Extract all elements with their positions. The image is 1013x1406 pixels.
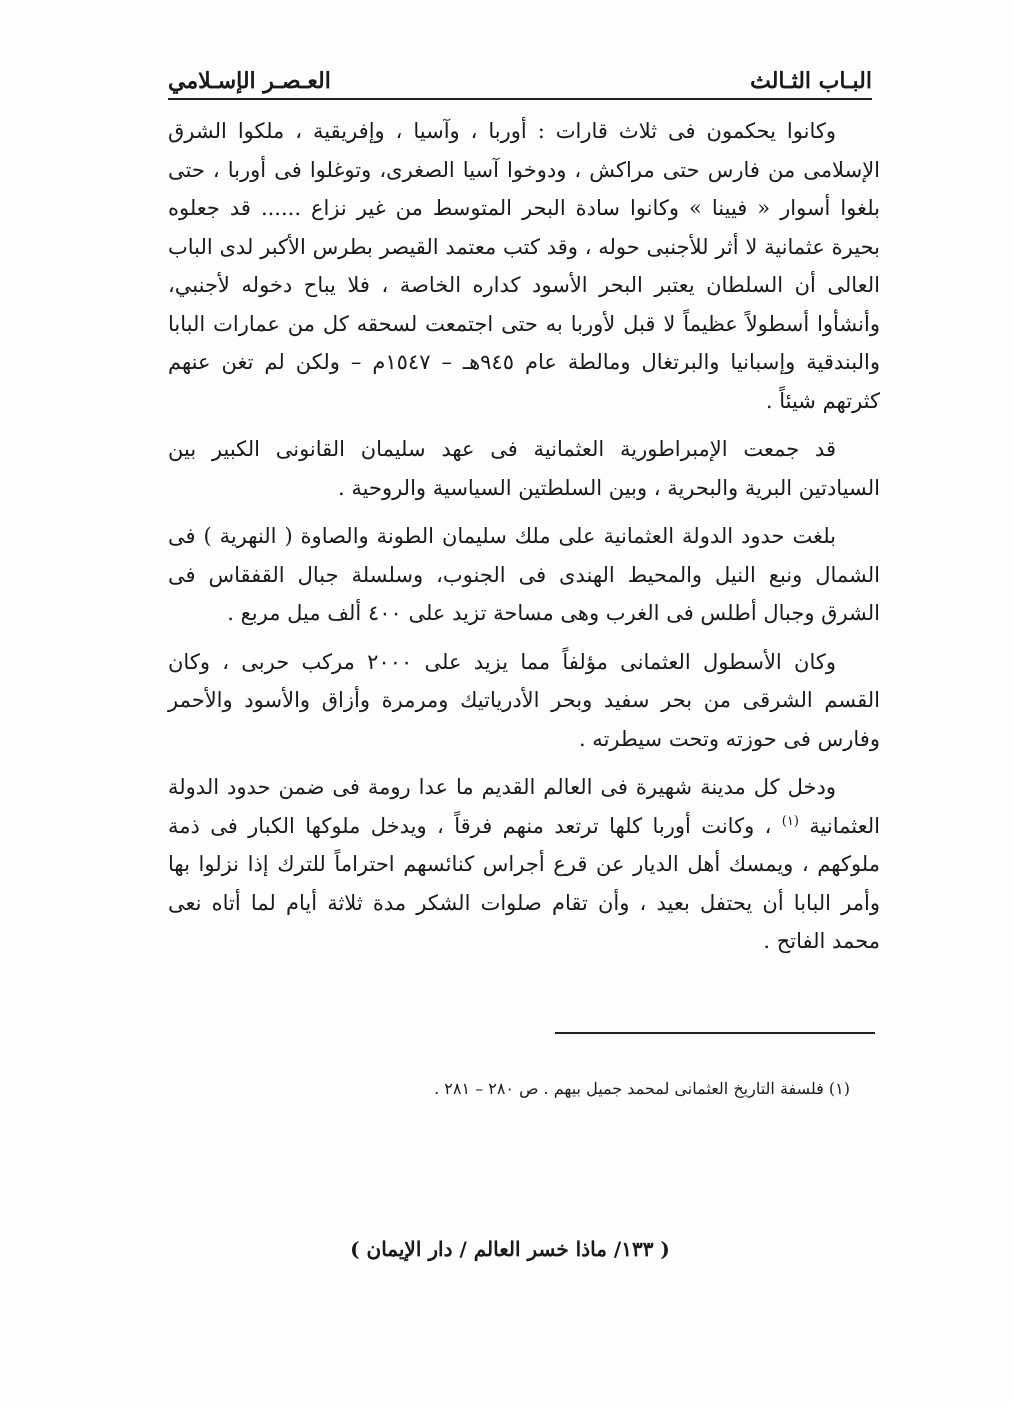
header-era-title: العـصـر الإسـلامي bbox=[168, 68, 331, 94]
footnote-divider bbox=[555, 1032, 875, 1034]
paragraph-1: وكانوا يحكمون فى ثلاث قارات : أوربا ، وآسيا ، وإفريقية ، ملكوا الشرق الإسلامى من فارس حتى مراكش ، ودوخوا آسيا الصغرى، وتوغلوا فى أوربا ، حتى بلغوا أسوار « فيينا » وكانوا سادة البحر المتوسط من غير نزاع ...... قد جعلوه بحيرة عثمانية لا أثر للأجنبى حوله ، وقد كتب معتمد القيصر بطرس الأكبر لدى الباب العالى أن السلطان يعتبر البحر الأسود كداره الخاصة ، فلا يباح دخوله لأجنبي، وأنشأوا أسطولاً عظيماً لا قبل لأوربا به حتى اجتمعت لسحقه كل من عمارات البابا والبندقية وإسبانيا والبرتغال ومالطة عام ٩٤٥هـ – ١٥٤٧م – ولكن لم تغن عنهم كثرتهم شيئاً . bbox=[168, 119, 880, 413]
paragraph-5 bbox=[168, 768, 880, 961]
footnote: (١) فلسفة التاريخ العثمانى لمحمد جميل بيهم . ص ٢٨٠ – ٢٨١ . bbox=[434, 1079, 850, 1098]
paragraph-5-part-1: ودخل كل مدينة شهيرة فى العالم القديم ما عدا رومة فى ضمن حدود الدولة العثمانية bbox=[168, 775, 880, 838]
paragraph-5-part-2: ، وكانت أوربا كلها ترتعد منهم فرقاً ، ويدخل ملوكها الكبار فى ذمة ملوكهم ، ويمسك أهل الديار عن قرع أجراس كنائسهم احتراماً للترك إذا نزلوا بها وأمر البابا أن يحتفل بعيد ، وأن تقام صلوات الشكر مدة ثلاثة أيام لما أتاه نعى محمد الفاتح . bbox=[168, 813, 880, 953]
paragraph-4: وكان الأسطول العثمانى مؤلفاً مما يزيد على ٢٠٠٠ مركب حربى ، وكان القسم الشرقى من بحر سفيد وبحر الأدرياتيك ومرمرة وأزاق والأسود والأحمر وفارس فى حوزته وتحت سيطرته . bbox=[168, 649, 880, 751]
footnote-reference: (١) bbox=[781, 813, 799, 829]
paragraph-2: قد جمعت الإمبراطورية العثمانية فى عهد سليمان القانونى الكبير بين السيادتين البرية والبحرية ، وبين السلطتين السياسية والروحية . bbox=[168, 437, 880, 500]
page-footer: ( ١٣٣/ ماذا خسر العالم / دار الإيمان ) bbox=[350, 1237, 670, 1261]
body-text bbox=[168, 112, 880, 971]
header-chapter-title: البـاب الثـالث bbox=[750, 68, 872, 94]
paragraph-3: بلغت حدود الدولة العثمانية على ملك سليمان الطونة والصاوة ( النهرية ) فى الشمال ونبع النيل والمحيط الهندى فى الجنوب، وسلسلة جبال القفقاس فى الشرق وجبال أطلس فى الغرب وهى مساحة تزيد على ٤٠٠ ألف ميل مربع . bbox=[168, 524, 880, 625]
running-header bbox=[168, 58, 872, 100]
